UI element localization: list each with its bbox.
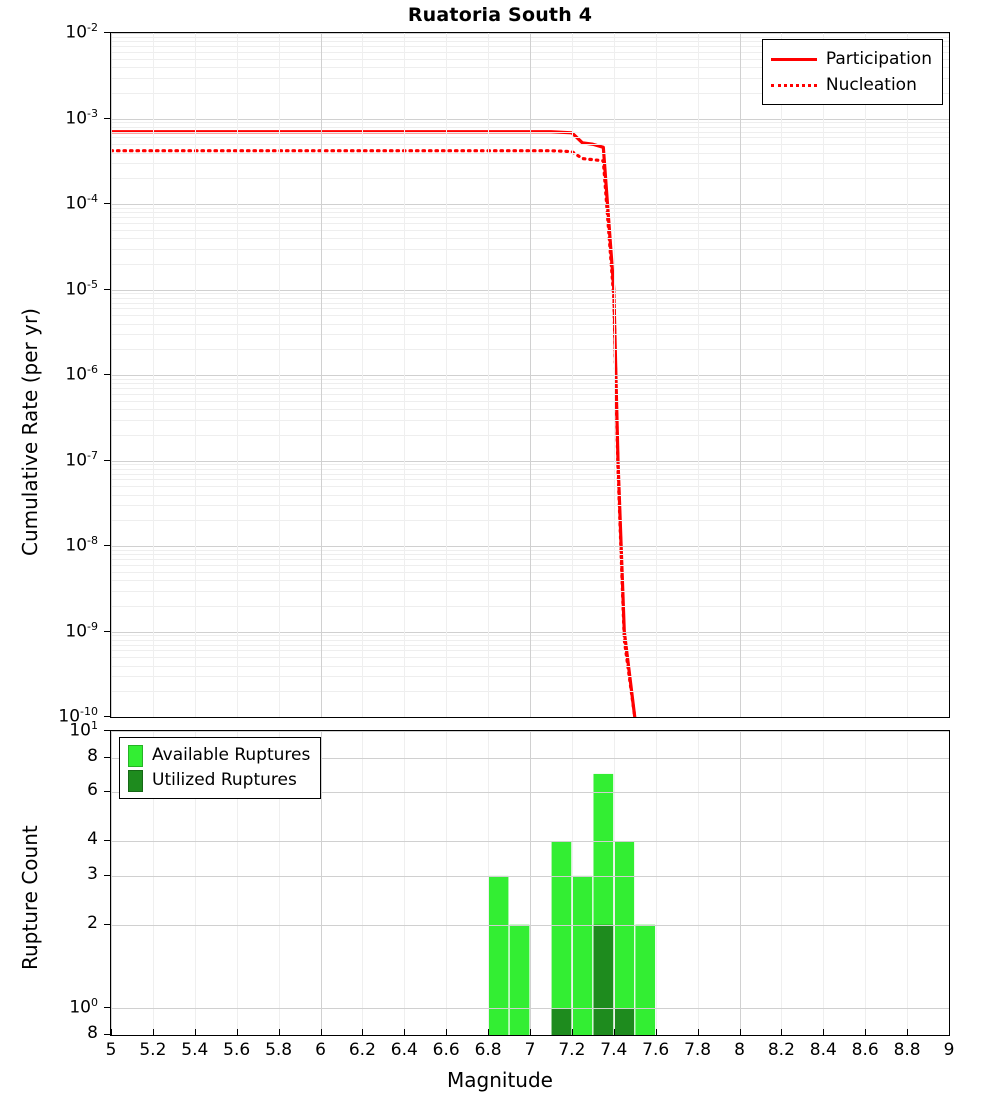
- top-y-tick-label: $10^{-5}$: [65, 277, 98, 300]
- x-tick-mark: [321, 1029, 322, 1036]
- x-tick-mark: [572, 1029, 573, 1036]
- x-tick-label: 5.8: [265, 1040, 293, 1060]
- cumulative-rate-plot: [110, 32, 950, 718]
- bottom-y-tick-label: 4: [87, 829, 98, 850]
- x-tick-label: 5.4: [181, 1040, 209, 1060]
- x-tick-mark: [237, 1029, 238, 1036]
- x-axis-title: Magnitude: [447, 1068, 553, 1092]
- top-y-tick-mark: [104, 32, 111, 33]
- x-tick-mark: [362, 1029, 363, 1036]
- x-tick-mark: [614, 1029, 615, 1036]
- bottom-y-tick-mark: [104, 791, 111, 792]
- top-grid: [111, 33, 949, 717]
- bottom-y-tick-label: $10^1$: [69, 719, 98, 741]
- top-y-tick-mark: [104, 118, 111, 119]
- legend-item-available-ruptures: [128, 743, 310, 768]
- legend-label-available-ruptures: Available Ruptures: [152, 745, 311, 765]
- top-y-tick-label: $10^{-4}$: [65, 192, 98, 214]
- top-legend: [762, 39, 943, 105]
- top-y-tick-mark: [104, 545, 111, 546]
- x-tick-label: 6: [315, 1040, 326, 1060]
- x-tick-mark: [865, 1029, 866, 1036]
- x-tick-mark: [195, 1029, 196, 1036]
- bottom-y-tick-label: $10^0$: [69, 996, 98, 1018]
- top-y-tick-label: $10^{-6}$: [65, 363, 98, 385]
- rupture-count-plot: [110, 730, 950, 1036]
- bottom-y-tick-label: 8: [87, 1023, 98, 1043]
- top-y-tick-mark: [104, 716, 111, 717]
- x-tick-label: 5.2: [139, 1040, 167, 1060]
- x-tick-mark: [698, 1029, 699, 1036]
- bottom-y-tick-label: 6: [87, 780, 98, 801]
- x-tick-label: 8.4: [809, 1040, 837, 1060]
- bottom-y-axis-title: Rupture Count: [18, 825, 42, 970]
- solid-line-icon: [771, 58, 817, 61]
- available-ruptures-swatch: [128, 745, 143, 767]
- x-tick-mark: [488, 1029, 489, 1036]
- page-title: Ruatoria South 4: [407, 4, 593, 26]
- x-tick-mark: [530, 1029, 531, 1036]
- bottom-legend: [119, 737, 321, 799]
- x-tick-label: 7.8: [684, 1040, 712, 1060]
- x-tick-mark: [949, 1029, 950, 1036]
- x-tick-label: 6.8: [474, 1040, 502, 1060]
- bottom-y-tick-label: 3: [87, 863, 98, 884]
- legend-label-utilized-ruptures: Utilized Ruptures: [152, 770, 297, 790]
- x-tick-label: 7.6: [642, 1040, 670, 1060]
- x-tick-label: 6.6: [432, 1040, 460, 1060]
- x-tick-label: 8.8: [893, 1040, 921, 1060]
- top-y-tick-mark: [104, 203, 111, 204]
- top-y-tick-label: $10^{-9}$: [65, 619, 98, 642]
- x-tick-label: 8.6: [851, 1040, 879, 1060]
- top-y-tick-label: $10^{-10}$: [58, 705, 98, 727]
- bottom-y-tick-label: 2: [87, 912, 98, 933]
- legend-item-nucleation: [771, 72, 932, 98]
- x-tick-mark: [907, 1029, 908, 1036]
- bottom-y-tick-mark: [104, 875, 111, 876]
- x-tick-mark: [404, 1029, 405, 1036]
- dotted-line-icon: [771, 84, 817, 87]
- x-tick-mark: [781, 1029, 782, 1036]
- legend-label-participation: Participation: [825, 49, 932, 69]
- top-y-tick-label: $10^{-7}$: [65, 448, 98, 471]
- x-tick-label: 5: [105, 1040, 117, 1060]
- bottom-y-tick-mark: [104, 730, 111, 731]
- x-tick-label: 9: [943, 1040, 955, 1060]
- legend-label-nucleation: Nucleation: [825, 75, 917, 95]
- bottom-y-tick-label: 8: [87, 745, 98, 766]
- x-tick-label: 7: [524, 1040, 536, 1060]
- x-tick-label: 8: [734, 1040, 745, 1060]
- top-y-tick-mark: [104, 460, 111, 461]
- top-y-tick-mark: [104, 289, 111, 290]
- top-y-tick-label: $10^{-3}$: [65, 106, 98, 129]
- legend-item-utilized-ruptures: [128, 768, 310, 793]
- bottom-y-tick-mark: [104, 924, 111, 925]
- top-y-tick-mark: [104, 631, 111, 632]
- x-tick-mark: [740, 1029, 741, 1036]
- x-tick-mark: [446, 1029, 447, 1036]
- x-tick-mark: [111, 1029, 112, 1036]
- top-y-tick-label: $10^{-2}$: [65, 21, 98, 43]
- bottom-y-tick-mark: [104, 757, 111, 758]
- x-tick-label: 7.4: [600, 1040, 628, 1060]
- x-tick-mark: [153, 1029, 154, 1036]
- top-y-tick-label: $10^{-8}$: [65, 534, 98, 556]
- bottom-y-tick-mark: [104, 1034, 111, 1035]
- x-tick-label: 6.4: [390, 1040, 418, 1060]
- x-tick-mark: [823, 1029, 824, 1036]
- x-tick-label: 7.2: [558, 1040, 586, 1060]
- x-tick-label: 5.6: [223, 1040, 251, 1060]
- bottom-y-tick-mark: [104, 1007, 111, 1008]
- x-tick-label: 8.2: [767, 1040, 795, 1060]
- utilized-ruptures-swatch: [128, 770, 143, 792]
- x-tick-mark: [656, 1029, 657, 1036]
- top-y-axis-title: Cumulative Rate (per yr): [18, 308, 42, 556]
- top-y-tick-mark: [104, 374, 111, 375]
- x-tick-mark: [279, 1029, 280, 1036]
- bottom-y-tick-mark: [104, 840, 111, 841]
- x-tick-label: 6.2: [348, 1040, 376, 1060]
- legend-item-participation: [771, 46, 932, 72]
